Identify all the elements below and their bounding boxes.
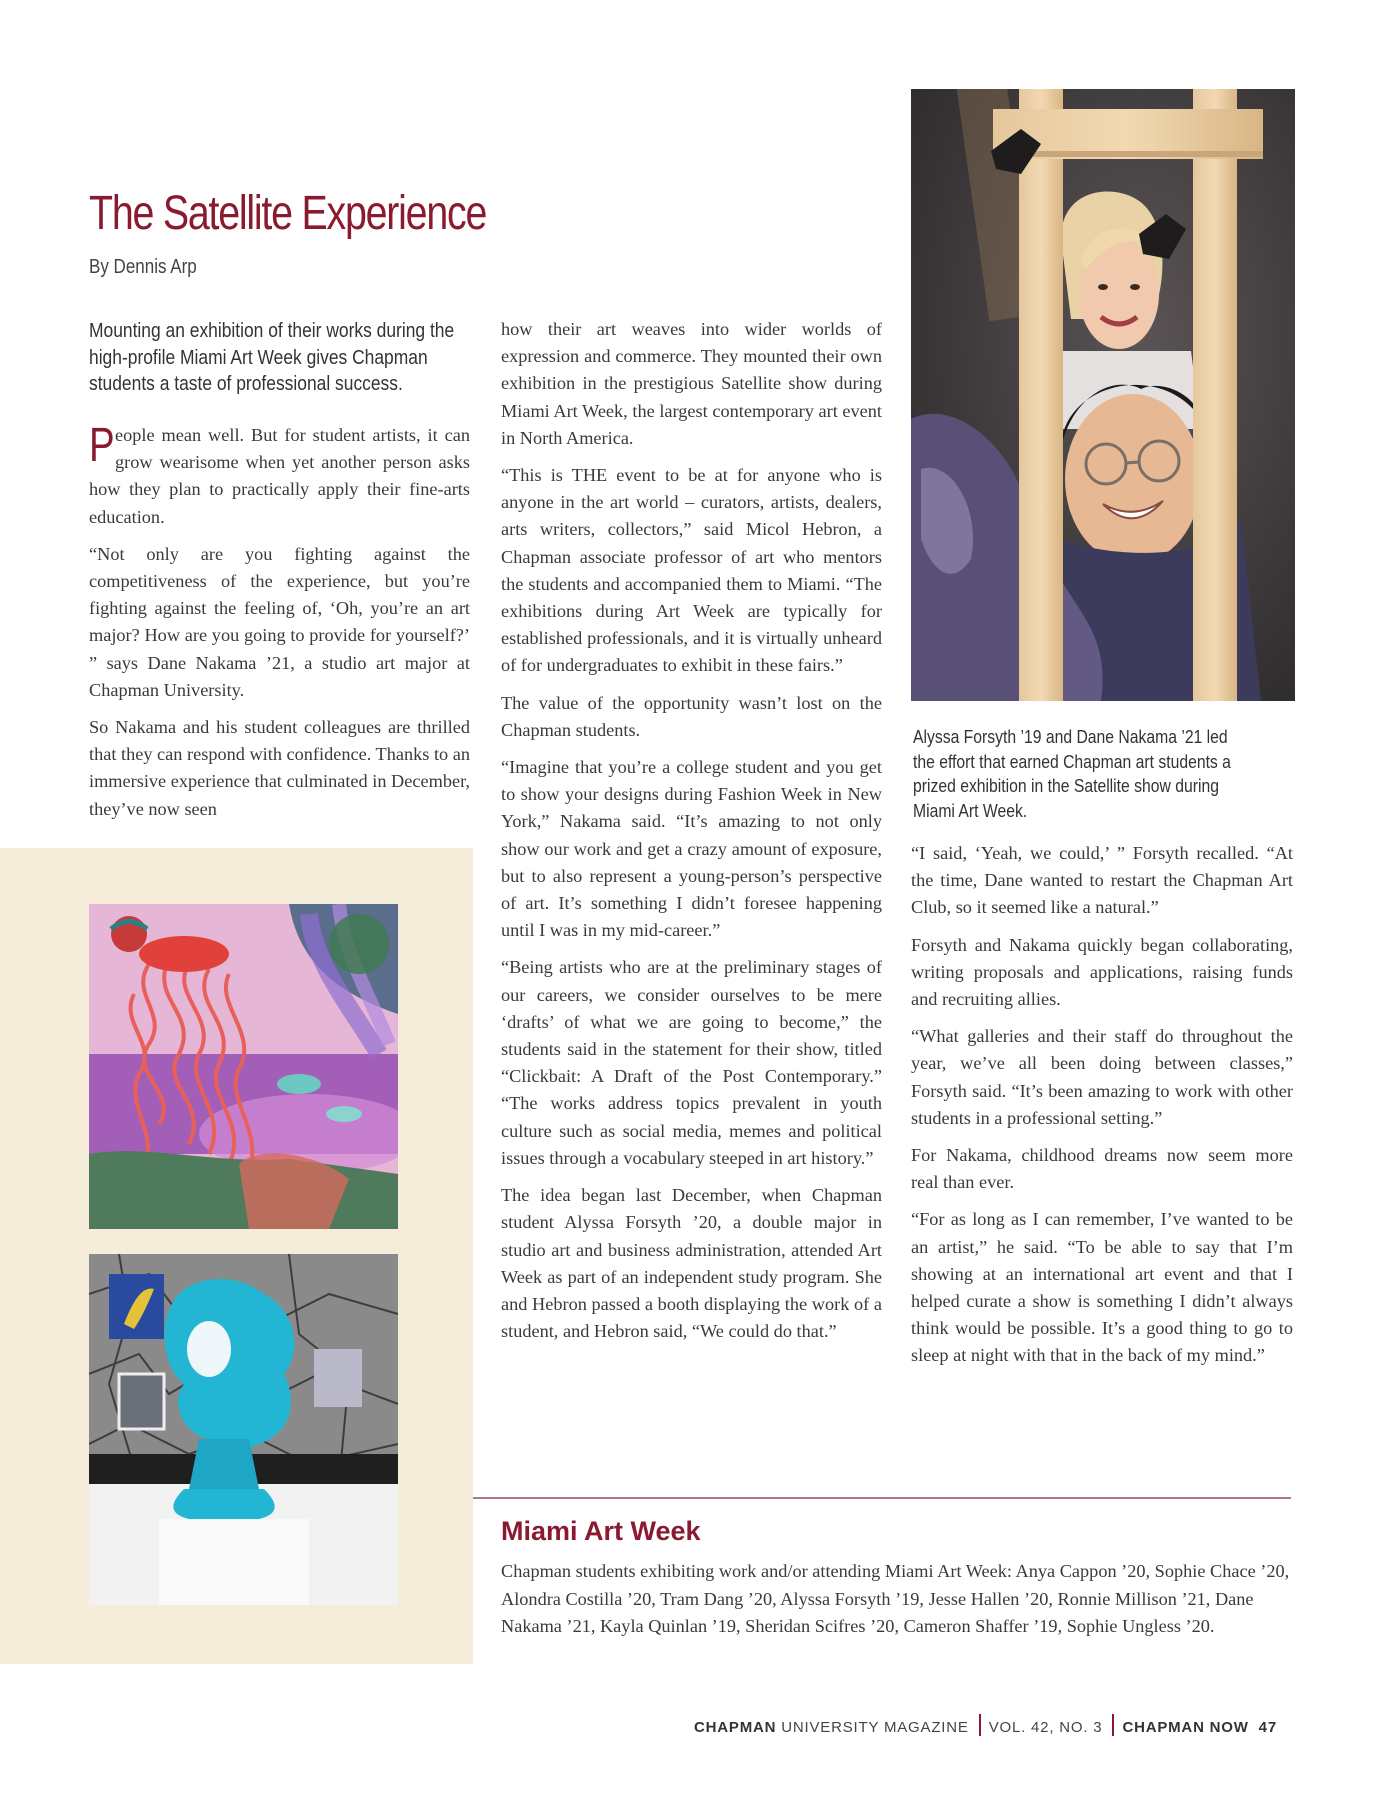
paragraph: “This is THE event to be at for anyone who is anyone in the art world – curators, artists, dealers, arts writers, collectors,” said Micol Hebron, a Chapman associate professor of art who mentors the students and accompanied them to Miami. “The exhibitions during Art Week are typically for established professionals, and it is virtually unheard of for undergraduates to exhibit in these fairs.” [501, 465, 882, 676]
article-dek: Mounting an exhibition of their works during the high-profile Miami Art Week gives Chapman students a taste of professional success. [89, 319, 455, 395]
photo-caption: Alyssa Forsyth ’19 and Dane Nakama ’21 led the effort that earned Chapman art students a prized exhibition in the Satellite show during Miami Art Week. [913, 726, 1231, 821]
artwork-collage-image [89, 904, 398, 1229]
paragraph-text: eople mean well. But for student artists, it can grow wearisome when yet another person asks how they plan to practically apply their fine-arts education. [89, 425, 470, 527]
paragraph: “For as long as I can remember, I’ve wanted to be an artist,” he said. “To be able to say that I’m showing at an international art event and that I helped curate a show is something I didn’t always think would be possible. It’s a good thing to go to sleep at night with that in the back of my mind.” [911, 1209, 1293, 1366]
footer-separator [1112, 1714, 1114, 1736]
footer-section: CHAPMAN NOW [1122, 1718, 1249, 1736]
paragraph [89, 419, 470, 531]
footer-separator [979, 1714, 981, 1736]
body-column-3 [911, 840, 1293, 1380]
footer-brand-rest: UNIVERSITY MAGAZINE [781, 1718, 969, 1736]
paragraph: “What galleries and their staff do throughout the year, we’ve all been doing between classes,” Forsyth said. “It’s been amazing to work with other students in a professional setting.” [911, 1026, 1293, 1128]
paragraph: The value of the opportunity wasn’t lost on the Chapman students. [501, 692, 882, 740]
sidebar-divider [473, 1497, 1291, 1499]
students-photo-illustration [911, 89, 1295, 701]
paragraph: “Not only are you fighting against the competitiveness of the experience, but you’re fighting against the feeling of, ‘Oh, you’re an art major? How are you going to provide for yourself?’ ” says Dane Nakama ’21, a studio art major at Chapman University. [89, 543, 470, 700]
paragraph: The idea began last December, when Chapman student Alyssa Forsyth ’20, a double major in studio art and business administration, attended Art Week as part of an independent study program. She and Hebron passed a booth displaying the work of a student, and Hebron said, “We could do that.” [501, 1185, 882, 1342]
body-column-1 [89, 419, 470, 833]
artwork-collage-illustration [89, 904, 398, 1229]
paragraph: “Imagine that you’re a college student and you get to show your designs during Fashion Week in New York,” Nakama said. “It’s amazing to not only show our work and get a crazy amount of exposure, but to also represent a young-person’s perspective of art. It’s something I didn’t foresee happening until I was in my mid-career.” [501, 757, 882, 941]
paragraph: Forsyth and Nakama quickly began collaborating, writing proposals and applications, raising funds and recruiting allies. [911, 934, 1293, 1010]
paragraph: So Nakama and his student colleagues are thrilled that they can respond with confidence. Thanks to an immersive experience that culminated in December, they’ve now seen [89, 717, 470, 819]
paragraph: “Being artists who are at the preliminary stages of our careers, we consider ourselves to be mere ‘drafts’ of what we are going to become,” the students said in the statement for their show, titled “Clickbait: A Draft of the Post Contemporary.” “The works address topics prevalent in youth culture such as social media, memes and political issues through a vocabulary steeped in art history.” [501, 957, 882, 1168]
sidebar-title: Miami Art Week [501, 1516, 701, 1546]
artwork-sculpture-image [89, 1254, 398, 1605]
students-photo [911, 89, 1295, 701]
drop-cap: P [89, 419, 115, 472]
footer-volume: VOL. 42, NO. 3 [988, 1718, 1103, 1736]
page-footer [694, 1717, 1277, 1739]
sidebar-body: Chapman students exhibiting work and/or attending Miami Art Week: Anya Cappon ’20, Sophie Chace ’20, Alondra Costilla ’20, Tram Dang ’20, Alyssa Forsyth ’19, Jesse Hallen ’20, Ronnie Millison ’21, Dane Nakama ’21, Kayla Quinlan ’19, Sheridan Scifres ’20, Cameron Shaffer ’19, Sophie Ungless ’20. [501, 1561, 1290, 1636]
paragraph: For Nakama, childhood dreams now seem more real than ever. [911, 1145, 1293, 1193]
paragraph: “I said, ‘Yeah, we could,’ ” Forsyth recalled. “At the time, Dane wanted to restart the Chapman Art Club, so it seemed like a natural.” [911, 843, 1293, 918]
footer-brand-bold: CHAPMAN [694, 1718, 777, 1736]
body-column-2 [501, 316, 882, 1355]
article-title: The Satellite Experience [89, 187, 487, 240]
byline: By Dennis Arp [89, 256, 197, 278]
page-number: 47 [1258, 1718, 1277, 1736]
paragraph: how their art weaves into wider worlds of expression and commerce. They mounted their own exhibition in the prestigious Satellite show during Miami Art Week, the largest contemporary art event in North America. [501, 319, 882, 448]
artwork-sculpture-illustration [89, 1254, 398, 1605]
